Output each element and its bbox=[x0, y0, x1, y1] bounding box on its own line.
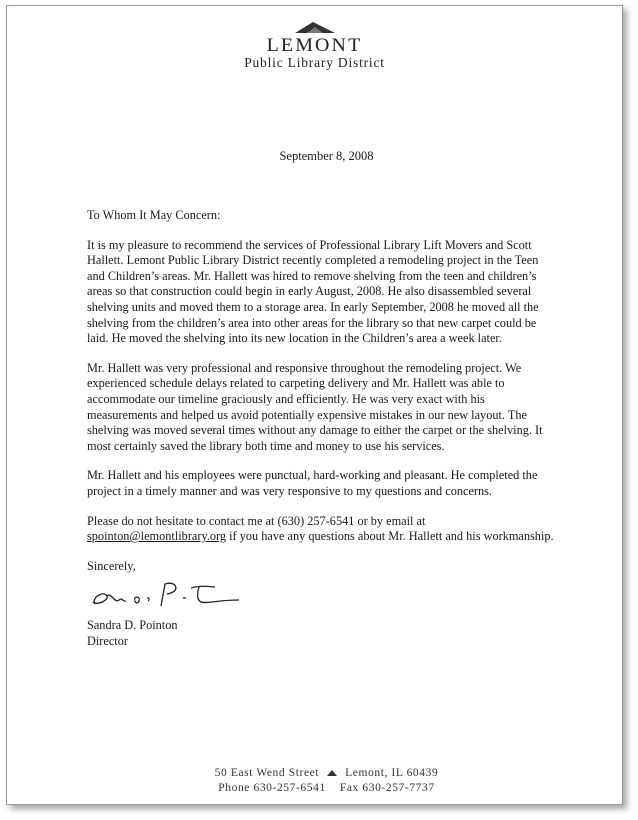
footer-phone-fax bbox=[31, 781, 622, 796]
letterhead-name: LEMONT bbox=[266, 35, 363, 56]
triangle-icon bbox=[327, 770, 337, 776]
salutation: To Whom It May Concern: bbox=[87, 208, 221, 222]
contact-text: Please do not hesitate to contact me at (630) 257-6541 or by email at bbox=[87, 513, 426, 528]
letter-page bbox=[6, 5, 623, 805]
signer-name: Sandra D. Pointon bbox=[87, 618, 178, 633]
letterhead bbox=[7, 20, 622, 70]
email-link[interactable]: spointon@lemontlibrary.org bbox=[87, 529, 227, 544]
handwritten-signature bbox=[89, 578, 249, 612]
paragraph-employees: Mr. Hallett and his employees were punctual, hard-working and pleasant. He completed the project in a timely manner and was very responsive to my questions and concerns. bbox=[87, 468, 538, 498]
letter-body bbox=[87, 208, 557, 649]
footer-address bbox=[31, 766, 622, 781]
paragraph-professionalism: Mr. Hallett was very professional and responsive throughout the remodeling project. We experienced schedule delays related to carpeting delivery and Mr. Hallett was able to accommodate our timeline graciously and efficiently. He was very exact with his measurements and helped us avoid potentially expensive mistakes in our new layout. The shelving was moved several times without any damage to either the carpet or the shelving. It most certainly saved the library both time and money to use his services. bbox=[87, 360, 543, 453]
letter-date: September 8, 2008 bbox=[279, 149, 374, 163]
footer-street: 50 East Wend Street bbox=[214, 767, 320, 779]
signer-title: Director bbox=[87, 633, 128, 648]
letter-footer bbox=[7, 766, 622, 796]
paragraph-contact bbox=[87, 514, 557, 545]
closing: Sincerely, bbox=[87, 558, 136, 573]
paragraph-intro: It is my pleasure to recommend the services of Professional Library Lift Movers and Scott Hallett. Lemont Public Library District recently completed a remodeling project in the Teen and Children’s areas. Mr. Hallett was hired to remove shelving from the teen and children’s areas so that construction could begin in early August, 2008. He also disassembled several shelving units and moved them to a storage area. In early September, 2008 he moved all the shelving from the children’s area into other areas for the library so that new carpet could be laid. He moved the shelving into its new location in the Children’s area a week later. bbox=[87, 237, 539, 346]
footer-phone: Phone 630-257-6541 bbox=[218, 782, 326, 794]
contact-text-end: if you have any questions about Mr. Hallett and his workmanship. bbox=[226, 529, 554, 544]
footer-city: Lemont, IL 60439 bbox=[345, 767, 439, 779]
letterhead-subtitle: Public Library District bbox=[244, 55, 385, 70]
library-logo-icon bbox=[293, 20, 337, 34]
footer-fax: Fax 630-257-7737 bbox=[339, 782, 435, 794]
